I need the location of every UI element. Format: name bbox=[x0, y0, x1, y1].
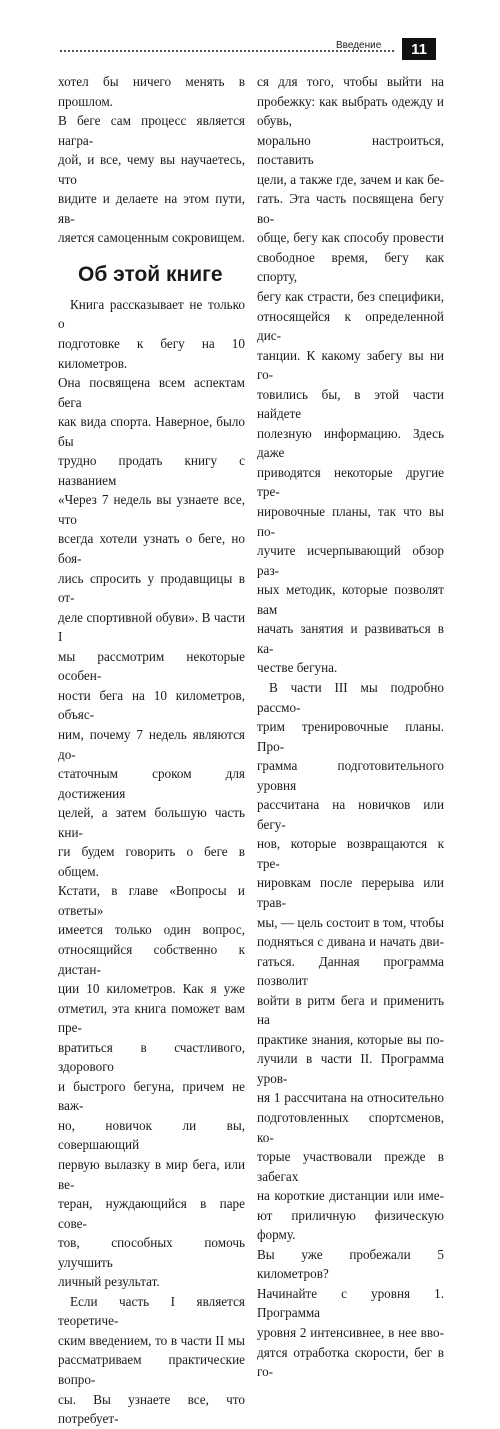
text-line: обще, бегу как способу провести bbox=[257, 230, 444, 246]
text-line: рассматриваем практические вопро- bbox=[58, 1352, 245, 1387]
text-line: всегда хотели узнать о беге, но боя- bbox=[58, 531, 245, 567]
text-line: грамма подготовительного уровня bbox=[257, 758, 444, 793]
text-line: статочным сроком для достижения bbox=[58, 766, 245, 801]
text-line: деле спортивной обуви». В части I bbox=[58, 609, 245, 645]
text-line: тов, способных помочь улучшить bbox=[58, 1235, 245, 1270]
text-line: рассчитана на новичков или бегу- bbox=[257, 797, 444, 832]
text-line: относящийся собственно к дистан- bbox=[58, 941, 245, 977]
text-line: относящейся к определенной дис- bbox=[257, 308, 444, 344]
text-line: В беге сам процесс является награ- bbox=[58, 113, 245, 148]
text-line: дой, и все, чему вы научаетесь, что bbox=[58, 152, 245, 187]
text-line: начать занятия и развиваться в ка- bbox=[257, 621, 444, 656]
text-line: личный результат. bbox=[58, 1274, 160, 1290]
text-line: имеется только один вопрос, bbox=[58, 922, 245, 938]
text-line: ги будем говорить о беге в общем. bbox=[58, 844, 245, 879]
running-header-section: Введение bbox=[336, 40, 382, 51]
text-line: Вы уже пробежали 5 километров? bbox=[257, 1246, 444, 1282]
text-line: морально настроиться, поставить bbox=[257, 132, 444, 168]
paragraph bbox=[257, 678, 444, 1382]
section-heading: Об этой книге bbox=[78, 262, 223, 286]
text-line: ня 1 рассчитана на относительно bbox=[257, 1090, 444, 1106]
text-line: ции 10 километров. Как я уже bbox=[58, 981, 245, 997]
text-line: сы. Вы узнаете все, что потребует- bbox=[58, 1391, 245, 1427]
text-line: дятся отработка скорости, бег в го- bbox=[257, 1344, 444, 1380]
text-line: гать. Эта часть посвящена бегу во- bbox=[257, 191, 444, 226]
text-line: ся для того, чтобы выйти на пробежку: как выбрать одежду и обувь, bbox=[257, 74, 444, 129]
paragraph bbox=[58, 1292, 245, 1429]
text-line: ским введением, то в части II мы bbox=[58, 1332, 245, 1348]
text-line: танции. К какому забегу вы ни го- bbox=[257, 347, 444, 383]
text-line: уровня 2 интенсивнее, в нее вво- bbox=[257, 1325, 444, 1340]
text-line: бегу как страсти, без специфики, bbox=[257, 289, 444, 305]
text-line: гаться. Данная программа позволит bbox=[257, 953, 444, 989]
page-number: 11 bbox=[402, 38, 436, 60]
text-line: подняться с дивана и начать дви- bbox=[257, 934, 444, 950]
text-line: на короткие дистанции или име- bbox=[257, 1188, 444, 1204]
text-line: трудно продать книгу с названием bbox=[58, 453, 245, 488]
text-line: Кстати, в главе «Вопросы и ответы» bbox=[58, 883, 245, 918]
text-line: честве бегуна. bbox=[257, 660, 338, 676]
text-line: теран, нуждающийся в паре сове- bbox=[58, 1196, 245, 1231]
paragraph bbox=[257, 72, 444, 678]
text-line: В части III мы подробно рассмо- bbox=[257, 679, 444, 715]
text-line: отметил, эта книга поможет вам пре- bbox=[58, 1000, 245, 1036]
text-line: видите и делаете на этом пути, яв- bbox=[58, 191, 245, 226]
text-line: мы, — цель состоит в том, чтобы bbox=[257, 914, 444, 930]
text-line: и быстрого бегуна, причем не важ- bbox=[58, 1078, 245, 1114]
text-line: нов, которые возвращаются к тре- bbox=[257, 836, 444, 871]
text-line: ним, почему 7 недель являются до- bbox=[58, 726, 245, 762]
text-line: мы рассмотрим некоторые особен- bbox=[58, 648, 245, 684]
text-line: Начинайте с уровня 1. Программа bbox=[257, 1285, 444, 1321]
text-line: как вида спорта. Наверное, было бы bbox=[58, 414, 245, 449]
text-line: свободное время, бегу как спорту, bbox=[257, 249, 444, 285]
text-line: нировочные планы, так что вы по- bbox=[257, 504, 444, 539]
text-line: полезную информацию. Здесь даже bbox=[257, 425, 444, 461]
text-line: Она посвящена всем аспектам бега bbox=[58, 375, 245, 410]
text-line: трим тренировочные планы. Про- bbox=[257, 719, 444, 754]
text-line: лучите исчерпывающий обзор раз- bbox=[257, 543, 444, 578]
text-line: «Через 7 недель вы узнаете все, что bbox=[58, 492, 245, 527]
text-line: ных методик, которые позволят вам bbox=[257, 582, 444, 617]
text-line: хотел бы ничего менять в прошлом. bbox=[58, 74, 245, 109]
text-line: подготовке к бегу на 10 километров. bbox=[58, 336, 245, 371]
text-line: приводятся некоторые другие тре- bbox=[257, 464, 444, 500]
text-line: торые участвовали прежде в забегах bbox=[257, 1149, 444, 1184]
paragraph bbox=[58, 295, 245, 1292]
text-line: первую вылазку в мир бега, или ве- bbox=[58, 1156, 245, 1192]
text-line: Книга рассказывает не только о bbox=[58, 296, 245, 332]
text-line: ляется самоценным сокровищем. bbox=[58, 230, 245, 246]
text-line: нировкам после перерыва или трав- bbox=[257, 875, 444, 910]
text-line: практике знания, которые вы по- bbox=[257, 1031, 444, 1047]
text-line: но, новичок ли вы, совершающий bbox=[58, 1117, 245, 1153]
text-line: целей, а затем большую часть кни- bbox=[58, 805, 245, 840]
text-line: Если часть I является теоретиче- bbox=[58, 1293, 245, 1329]
text-line: лись спросить у продавщицы в от- bbox=[58, 570, 245, 606]
text-line: ют приличную физическую форму. bbox=[257, 1207, 444, 1243]
text-line: вратиться в счастливого, здорового bbox=[58, 1039, 245, 1075]
intro-text bbox=[58, 72, 245, 248]
text-line: цели, а также где, зачем и как бе- bbox=[257, 171, 444, 187]
text-line: лучили в части II. Программа уров- bbox=[257, 1051, 444, 1086]
text-line: ности бега на 10 километров, объяс- bbox=[58, 687, 245, 723]
text-line: войти в ритм бега и применить на bbox=[257, 992, 444, 1028]
right-column bbox=[257, 72, 444, 1382]
text-line: товились бы, в этой части найдете bbox=[257, 386, 444, 422]
text-line: подготовленных спортсменов, ко- bbox=[257, 1109, 444, 1145]
left-column bbox=[58, 72, 245, 1429]
